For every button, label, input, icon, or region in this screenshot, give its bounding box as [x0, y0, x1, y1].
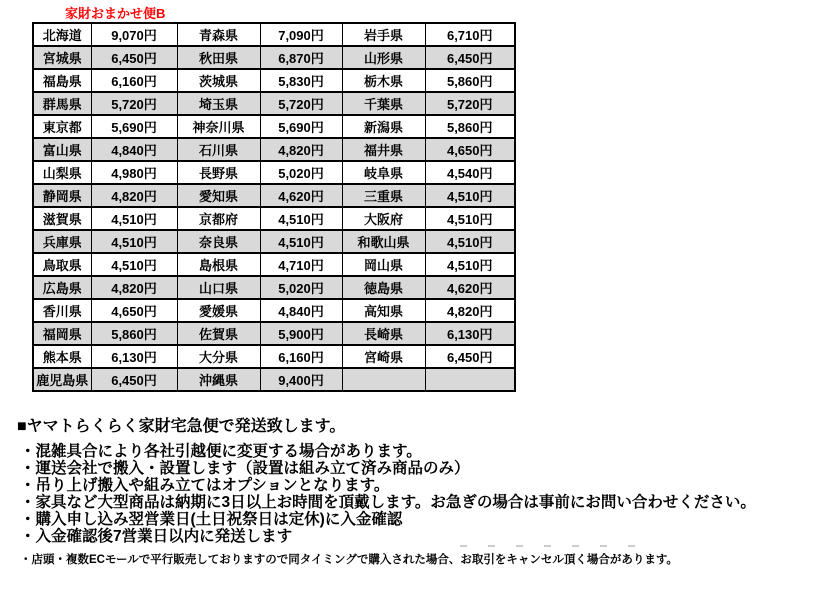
note-line: ・購入申し込み翌営業日(土日祝祭日は定休)に入金確認	[20, 511, 403, 528]
prefecture-cell: 京都府	[177, 207, 260, 230]
prefecture-cell: 石川県	[177, 138, 260, 161]
prefecture-cell: 宮城県	[33, 46, 91, 69]
prefecture-cell: 奈良県	[177, 230, 260, 253]
price-cell: 4,620円	[260, 184, 342, 207]
table-row	[33, 161, 515, 184]
price-cell: 9,400円	[260, 368, 342, 391]
prefecture-cell: 栃木県	[342, 69, 425, 92]
price-cell	[425, 368, 515, 391]
table-row	[33, 69, 515, 92]
price-cell: 4,510円	[260, 230, 342, 253]
price-cell: 4,510円	[91, 207, 177, 230]
price-cell: 5,020円	[260, 161, 342, 184]
price-cell: 4,510円	[260, 207, 342, 230]
notes-footnote: ・店頭・複数ECモールで平行販売しておりますので同タイミングで購入された場合、お取引をキャンセル頂く場合があります。	[20, 554, 678, 566]
table-row	[33, 230, 515, 253]
price-cell: 4,820円	[260, 138, 342, 161]
prefecture-cell: 島根県	[177, 253, 260, 276]
table-row	[33, 368, 515, 391]
price-cell: 5,720円	[425, 92, 515, 115]
price-cell: 4,650円	[425, 138, 515, 161]
price-cell: 6,710円	[425, 23, 515, 46]
price-cell: 5,860円	[91, 322, 177, 345]
prefecture-cell: 兵庫県	[33, 230, 91, 253]
prefecture-cell: 和歌山県	[342, 230, 425, 253]
price-cell: 5,830円	[260, 69, 342, 92]
prefecture-cell: 鳥取県	[33, 253, 91, 276]
price-cell: 6,160円	[260, 345, 342, 368]
price-cell: 5,900円	[260, 322, 342, 345]
prefecture-cell: 千葉県	[342, 92, 425, 115]
table-row	[33, 92, 515, 115]
table-row	[33, 138, 515, 161]
shipping-fee-table	[32, 22, 516, 392]
prefecture-cell: 長野県	[177, 161, 260, 184]
prefecture-cell: 東京都	[33, 115, 91, 138]
price-cell: 4,510円	[91, 230, 177, 253]
prefecture-cell: 香川県	[33, 299, 91, 322]
price-cell: 6,450円	[425, 46, 515, 69]
prefecture-cell: 静岡県	[33, 184, 91, 207]
table-row	[33, 276, 515, 299]
prefecture-cell: 佐賀県	[177, 322, 260, 345]
price-cell: 4,510円	[425, 184, 515, 207]
price-cell: 6,870円	[260, 46, 342, 69]
table-row	[33, 345, 515, 368]
prefecture-cell: 大分県	[177, 345, 260, 368]
prefecture-cell: 山形県	[342, 46, 425, 69]
prefecture-cell: 福島県	[33, 69, 91, 92]
table-row	[33, 184, 515, 207]
price-cell: 4,510円	[425, 230, 515, 253]
prefecture-cell: 群馬県	[33, 92, 91, 115]
price-cell: 4,840円	[91, 138, 177, 161]
prefecture-cell: 熊本県	[33, 345, 91, 368]
prefecture-cell: 北海道	[33, 23, 91, 46]
note-line: ・入金確認後7営業日以内に発送します	[20, 528, 293, 545]
price-cell: 4,510円	[91, 253, 177, 276]
table-row	[33, 46, 515, 69]
notes-heading: ■ヤマトらくらく家財宅急便で発送致します。	[17, 418, 346, 435]
prefecture-cell: 岐阜県	[342, 161, 425, 184]
price-cell: 4,820円	[91, 276, 177, 299]
prefecture-cell: 富山県	[33, 138, 91, 161]
price-cell: 5,720円	[260, 92, 342, 115]
prefecture-cell: 福岡県	[33, 322, 91, 345]
price-cell: 5,860円	[425, 115, 515, 138]
price-cell: 5,690円	[260, 115, 342, 138]
prefecture-cell: 福井県	[342, 138, 425, 161]
prefecture-cell: 三重県	[342, 184, 425, 207]
prefecture-cell: 神奈川県	[177, 115, 260, 138]
price-cell: 5,020円	[260, 276, 342, 299]
table-row	[33, 253, 515, 276]
price-cell: 4,710円	[260, 253, 342, 276]
prefecture-cell: 山梨県	[33, 161, 91, 184]
prefecture-cell: 滋賀県	[33, 207, 91, 230]
note-line: ・吊り上げ搬入や組み立てはオプションとなります。	[20, 477, 390, 494]
table-row	[33, 322, 515, 345]
prefecture-cell: 広島県	[33, 276, 91, 299]
prefecture-cell: 大阪府	[342, 207, 425, 230]
table-row	[33, 23, 515, 46]
price-cell: 4,540円	[425, 161, 515, 184]
prefecture-cell: 高知県	[342, 299, 425, 322]
prefecture-cell: 長崎県	[342, 322, 425, 345]
price-cell: 5,860円	[425, 69, 515, 92]
price-cell: 5,720円	[91, 92, 177, 115]
price-cell: 4,510円	[425, 253, 515, 276]
faint-artifact-dashes	[460, 545, 640, 547]
prefecture-cell: 岡山県	[342, 253, 425, 276]
prefecture-cell: 沖縄県	[177, 368, 260, 391]
table-row	[33, 207, 515, 230]
prefecture-cell: 徳島県	[342, 276, 425, 299]
price-cell: 6,160円	[91, 69, 177, 92]
price-cell: 6,130円	[425, 322, 515, 345]
prefecture-cell: 宮崎県	[342, 345, 425, 368]
price-cell: 4,840円	[260, 299, 342, 322]
price-cell: 4,820円	[91, 184, 177, 207]
prefecture-cell: 新潟県	[342, 115, 425, 138]
price-cell: 7,090円	[260, 23, 342, 46]
table-row	[33, 115, 515, 138]
note-line: ・家具など大型商品は納期に3日以上お時間を頂戴します。お急ぎの場合は事前にお問い合わせください。	[20, 494, 756, 511]
prefecture-cell: 青森県	[177, 23, 260, 46]
prefecture-cell	[342, 368, 425, 391]
prefecture-cell: 山口県	[177, 276, 260, 299]
prefecture-cell: 愛媛県	[177, 299, 260, 322]
price-cell: 4,980円	[91, 161, 177, 184]
note-line: ・混雑具合により各社引越便に変更する場合があります。	[20, 443, 422, 460]
prefecture-cell: 秋田県	[177, 46, 260, 69]
price-cell: 6,130円	[91, 345, 177, 368]
price-cell: 6,450円	[425, 345, 515, 368]
price-cell: 4,820円	[425, 299, 515, 322]
price-cell: 6,450円	[91, 46, 177, 69]
prefecture-cell: 埼玉県	[177, 92, 260, 115]
price-cell: 6,450円	[91, 368, 177, 391]
shipping-notes	[17, 417, 817, 567]
prefecture-cell: 茨城県	[177, 69, 260, 92]
price-cell: 4,650円	[91, 299, 177, 322]
prefecture-cell: 鹿児島県	[33, 368, 91, 391]
table-row	[33, 299, 515, 322]
prefecture-cell: 岩手県	[342, 23, 425, 46]
price-cell: 4,620円	[425, 276, 515, 299]
price-cell: 4,510円	[425, 207, 515, 230]
price-cell: 5,690円	[91, 115, 177, 138]
prefecture-cell: 愛知県	[177, 184, 260, 207]
note-line: ・運送会社で搬入・設置します（設置は組み立て済み商品のみ）	[20, 460, 470, 477]
price-cell: 9,070円	[91, 23, 177, 46]
shipping-plan-title: 家財おまかせ便B	[65, 6, 166, 21]
